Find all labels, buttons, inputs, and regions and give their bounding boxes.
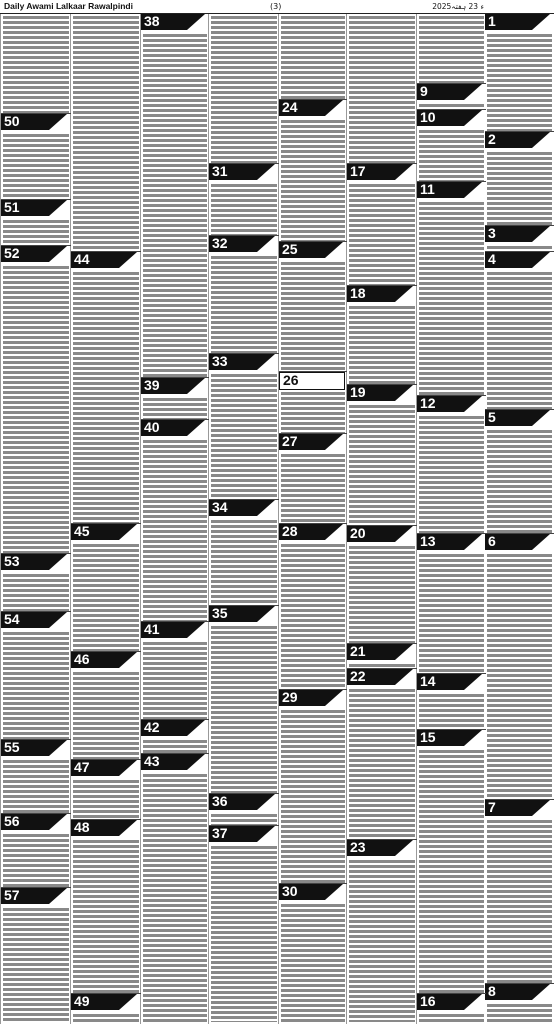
notice-number-tag bbox=[209, 164, 275, 180]
notice-number: 56 bbox=[4, 813, 20, 829]
tag-wedge-decoration bbox=[464, 534, 482, 550]
notice-number: 17 bbox=[350, 163, 366, 179]
notice-divider bbox=[71, 819, 141, 820]
notice-body-text bbox=[419, 750, 484, 993]
notice-body-text bbox=[349, 689, 415, 839]
notice-number: 54 bbox=[4, 611, 20, 627]
notice-number: 25 bbox=[282, 241, 298, 257]
notice-number-tag bbox=[1, 246, 67, 262]
notice-divider bbox=[141, 753, 209, 754]
notice-body-text bbox=[281, 904, 345, 1022]
notice-divider bbox=[1, 813, 71, 814]
notice-body-text bbox=[487, 820, 552, 983]
notice-divider bbox=[347, 163, 417, 164]
notice-number-tag bbox=[347, 669, 413, 685]
notice-body-text bbox=[3, 632, 69, 739]
notice-divider bbox=[1, 887, 71, 888]
tag-wedge-decoration bbox=[119, 252, 137, 268]
tag-wedge-decoration bbox=[532, 984, 550, 1000]
notice-body-text bbox=[281, 454, 345, 523]
notice-number-tag bbox=[1, 740, 67, 756]
notice-number-tag bbox=[279, 242, 343, 258]
notice-divider bbox=[417, 729, 486, 730]
notice-number-tag bbox=[485, 800, 550, 816]
notice-number: 21 bbox=[350, 643, 366, 659]
tag-wedge-decoration bbox=[532, 14, 550, 30]
notice-number-tag bbox=[71, 994, 137, 1010]
notice-body-text bbox=[349, 306, 415, 384]
notice-divider bbox=[279, 433, 347, 434]
notice-body-text bbox=[143, 740, 207, 753]
tag-wedge-decoration bbox=[257, 500, 275, 516]
notice-divider bbox=[279, 883, 347, 884]
notice-number: 53 bbox=[4, 553, 20, 569]
notice-body-text bbox=[349, 405, 415, 525]
notice-number-tag bbox=[1, 554, 67, 570]
notice-number: 5 bbox=[488, 409, 496, 425]
notice-number: 3 bbox=[488, 225, 496, 241]
tag-wedge-decoration bbox=[464, 674, 482, 690]
notice-number-tag bbox=[71, 252, 137, 268]
notice-number: 32 bbox=[212, 235, 228, 251]
notice-body-text bbox=[3, 16, 69, 113]
notice-body-text bbox=[487, 1004, 552, 1022]
notice-number: 12 bbox=[420, 395, 436, 411]
notice-divider bbox=[71, 651, 141, 652]
notice-number: 26 bbox=[283, 372, 299, 388]
notice-divider bbox=[141, 719, 209, 720]
tag-wedge-decoration bbox=[119, 994, 137, 1010]
notice-body-text bbox=[487, 554, 552, 799]
notice-number: 35 bbox=[212, 605, 228, 621]
notice-divider bbox=[417, 533, 486, 534]
column-col7 bbox=[70, 14, 141, 1024]
notice-number-tag bbox=[279, 434, 343, 450]
tag-wedge-decoration bbox=[119, 524, 137, 540]
notice-number: 13 bbox=[420, 533, 436, 549]
tag-wedge-decoration bbox=[464, 396, 482, 412]
notice-divider bbox=[141, 419, 209, 420]
notice-number-tag bbox=[1, 888, 67, 904]
notice-body-text bbox=[211, 520, 277, 605]
notice-number-tag bbox=[209, 236, 275, 252]
notice-body-text bbox=[281, 392, 345, 433]
notice-number-tag bbox=[485, 226, 550, 242]
notice-number-tag bbox=[485, 984, 550, 1000]
notice-body-text bbox=[73, 544, 139, 651]
notice-number: 28 bbox=[282, 523, 298, 539]
notice-number-tag bbox=[279, 884, 343, 900]
notice-number-tag bbox=[141, 754, 205, 770]
notice-number-tag bbox=[141, 720, 205, 736]
column-col8 bbox=[0, 14, 71, 1024]
notice-body-text bbox=[419, 1014, 484, 1022]
notice-body-text bbox=[281, 544, 345, 689]
column-col5 bbox=[208, 14, 279, 1024]
notice-body-text bbox=[349, 546, 415, 643]
notice-divider bbox=[485, 251, 554, 252]
notice-divider bbox=[141, 621, 209, 622]
tag-wedge-decoration bbox=[326, 373, 344, 389]
notice-number-tag bbox=[347, 526, 413, 542]
notice-divider bbox=[417, 395, 486, 396]
notice-body-text bbox=[3, 220, 69, 245]
notice-divider bbox=[279, 689, 347, 690]
tag-wedge-decoration bbox=[187, 378, 205, 394]
notice-number-tag bbox=[1, 200, 67, 216]
column-col2 bbox=[416, 14, 486, 1024]
notice-divider bbox=[347, 668, 417, 669]
tag-wedge-decoration bbox=[49, 612, 67, 628]
notice-body-text bbox=[487, 272, 552, 409]
notice-divider bbox=[1, 113, 71, 114]
notice-number-tag bbox=[71, 760, 137, 776]
notice-number: 55 bbox=[4, 739, 20, 755]
notice-number-tag bbox=[209, 354, 275, 370]
notice-body-text bbox=[281, 16, 345, 99]
notice-number: 7 bbox=[488, 799, 496, 815]
notice-body-text bbox=[419, 416, 484, 533]
notice-divider bbox=[279, 99, 347, 100]
tag-wedge-decoration bbox=[119, 652, 137, 668]
tag-wedge-decoration bbox=[395, 644, 413, 660]
notice-divider bbox=[71, 759, 141, 760]
notice-body-text bbox=[211, 374, 277, 499]
notice-number-tag bbox=[347, 286, 413, 302]
notice-divider bbox=[1, 245, 71, 246]
tag-wedge-decoration bbox=[464, 730, 482, 746]
notice-divider bbox=[209, 825, 279, 826]
notice-number: 29 bbox=[282, 689, 298, 705]
notice-number: 9 bbox=[420, 83, 428, 99]
tag-wedge-decoration bbox=[257, 826, 275, 842]
tag-wedge-decoration bbox=[187, 754, 205, 770]
notice-number-tag bbox=[279, 372, 345, 390]
tag-wedge-decoration bbox=[395, 286, 413, 302]
notice-number-tag bbox=[1, 612, 67, 628]
tag-wedge-decoration bbox=[464, 994, 482, 1010]
notice-body-text bbox=[211, 626, 277, 793]
notice-body-text bbox=[73, 1014, 139, 1022]
notice-divider bbox=[209, 235, 279, 236]
notice-divider bbox=[417, 181, 486, 182]
notice-body-text bbox=[211, 16, 277, 163]
notice-divider bbox=[417, 83, 486, 84]
notice-number: 48 bbox=[74, 819, 90, 835]
notice-divider bbox=[1, 199, 71, 200]
tag-wedge-decoration bbox=[49, 740, 67, 756]
tag-wedge-decoration bbox=[395, 526, 413, 542]
tag-wedge-decoration bbox=[49, 888, 67, 904]
tag-wedge-decoration bbox=[257, 354, 275, 370]
notice-number: 49 bbox=[74, 993, 90, 1009]
notice-divider bbox=[141, 377, 209, 378]
notice-number-tag bbox=[1, 814, 67, 830]
notice-number-tag bbox=[417, 674, 482, 690]
notice-number-tag bbox=[71, 524, 137, 540]
notice-number: 23 bbox=[350, 839, 366, 855]
notice-divider bbox=[279, 241, 347, 242]
notice-divider bbox=[209, 499, 279, 500]
notice-number-tag bbox=[485, 14, 550, 30]
tag-wedge-decoration bbox=[532, 226, 550, 242]
notice-divider bbox=[1, 553, 71, 554]
column-col1 bbox=[485, 14, 554, 1024]
tag-wedge-decoration bbox=[187, 720, 205, 736]
tag-wedge-decoration bbox=[257, 606, 275, 622]
notice-number: 2 bbox=[488, 131, 496, 147]
notice-number: 1 bbox=[488, 14, 496, 29]
notice-body-text bbox=[211, 256, 277, 353]
notice-divider bbox=[209, 353, 279, 354]
tag-wedge-decoration bbox=[395, 385, 413, 401]
notice-number: 20 bbox=[350, 525, 366, 541]
notice-body-text bbox=[419, 694, 484, 729]
masthead bbox=[0, 0, 554, 14]
notice-number-tag bbox=[417, 396, 482, 412]
notice-divider bbox=[1, 739, 71, 740]
notice-number: 18 bbox=[350, 285, 366, 301]
notice-body-text bbox=[211, 184, 277, 235]
notice-number-tag bbox=[279, 690, 343, 706]
notice-number-tag bbox=[417, 730, 482, 746]
notice-divider bbox=[485, 409, 554, 410]
notice-divider bbox=[417, 993, 486, 994]
notice-number-tag bbox=[141, 378, 205, 394]
notice-number: 41 bbox=[144, 621, 160, 637]
notice-number: 42 bbox=[144, 719, 160, 735]
tag-wedge-decoration bbox=[49, 200, 67, 216]
notice-divider bbox=[485, 225, 554, 226]
notice-number: 10 bbox=[420, 109, 436, 125]
notice-divider bbox=[417, 673, 486, 674]
notice-number: 22 bbox=[350, 668, 366, 684]
notice-body-text bbox=[419, 554, 484, 673]
notice-body-text bbox=[73, 272, 139, 523]
notice-body-text bbox=[419, 202, 484, 395]
tag-wedge-decoration bbox=[325, 524, 343, 540]
tag-wedge-decoration bbox=[325, 242, 343, 258]
notice-number: 27 bbox=[282, 433, 298, 449]
tag-wedge-decoration bbox=[49, 246, 67, 262]
notice-body-text bbox=[143, 34, 207, 377]
notice-number: 11 bbox=[420, 181, 435, 197]
notice-body-text bbox=[281, 710, 345, 883]
notice-body-text bbox=[143, 774, 207, 1022]
tag-wedge-decoration bbox=[119, 760, 137, 776]
notice-divider bbox=[417, 109, 486, 110]
tag-wedge-decoration bbox=[325, 884, 343, 900]
notice-number: 47 bbox=[74, 759, 90, 775]
notice-divider bbox=[209, 605, 279, 606]
tag-wedge-decoration bbox=[464, 182, 482, 198]
notice-number-tag bbox=[347, 164, 413, 180]
notice-number-tag bbox=[71, 652, 137, 668]
notice-body-text bbox=[3, 134, 69, 199]
notice-number-tag bbox=[417, 534, 482, 550]
notice-divider bbox=[209, 163, 279, 164]
notice-number: 33 bbox=[212, 353, 228, 369]
tag-wedge-decoration bbox=[325, 100, 343, 116]
tag-wedge-decoration bbox=[325, 690, 343, 706]
tag-wedge-decoration bbox=[395, 164, 413, 180]
notice-number-tag bbox=[417, 182, 482, 198]
notice-number: 15 bbox=[420, 729, 436, 745]
notice-body-text bbox=[73, 780, 139, 819]
tag-wedge-decoration bbox=[187, 14, 205, 30]
notice-number: 36 bbox=[212, 793, 228, 809]
notice-number-tag bbox=[347, 840, 413, 856]
notice-number-tag bbox=[485, 534, 550, 550]
notice-number: 57 bbox=[4, 887, 20, 903]
notice-divider bbox=[347, 643, 417, 644]
notice-body-text bbox=[143, 398, 207, 419]
notice-number: 31 bbox=[212, 163, 228, 179]
notice-body-text bbox=[73, 16, 139, 251]
notice-number: 38 bbox=[144, 14, 160, 29]
date-line: 2025ء 23 ہفتہ bbox=[432, 2, 484, 11]
notice-number-tag bbox=[485, 410, 550, 426]
tag-wedge-decoration bbox=[119, 820, 137, 836]
notice-number: 30 bbox=[282, 883, 298, 899]
notice-number: 6 bbox=[488, 533, 496, 549]
notice-body-text bbox=[3, 834, 69, 887]
notice-number: 16 bbox=[420, 993, 436, 1009]
tag-wedge-decoration bbox=[395, 669, 413, 685]
notice-divider bbox=[71, 251, 141, 252]
notice-body-text bbox=[143, 642, 207, 719]
notice-divider bbox=[485, 533, 554, 534]
notice-body-text bbox=[349, 860, 415, 1022]
column-col6 bbox=[140, 14, 209, 1024]
notice-number-tag bbox=[1, 114, 67, 130]
notice-number: 43 bbox=[144, 753, 160, 769]
notice-number-tag bbox=[279, 524, 343, 540]
notice-divider bbox=[347, 525, 417, 526]
notice-number-tag bbox=[141, 14, 205, 30]
notice-body-text bbox=[211, 846, 277, 1022]
notice-body-text bbox=[419, 16, 484, 83]
notice-body-text bbox=[211, 814, 277, 825]
tag-wedge-decoration bbox=[257, 794, 275, 810]
notice-divider bbox=[1, 611, 71, 612]
notice-number-tag bbox=[417, 110, 482, 126]
tag-wedge-decoration bbox=[532, 410, 550, 426]
tag-wedge-decoration bbox=[257, 236, 275, 252]
tag-wedge-decoration bbox=[257, 164, 275, 180]
page-number: (3) bbox=[270, 2, 282, 11]
notice-number-tag bbox=[71, 820, 137, 836]
notice-number-tag bbox=[485, 132, 550, 148]
notice-body-text bbox=[3, 908, 69, 1022]
notice-number-tag bbox=[347, 385, 413, 401]
tag-wedge-decoration bbox=[532, 534, 550, 550]
notice-number: 51 bbox=[4, 199, 20, 215]
notice-number: 39 bbox=[144, 377, 160, 393]
notice-number: 4 bbox=[488, 251, 496, 267]
notice-body-text bbox=[281, 120, 345, 241]
notice-number: 52 bbox=[4, 245, 20, 261]
tag-wedge-decoration bbox=[532, 252, 550, 268]
notice-number-tag bbox=[417, 994, 482, 1010]
notice-number: 44 bbox=[74, 251, 90, 267]
notice-number-tag bbox=[417, 84, 482, 100]
notice-number: 34 bbox=[212, 499, 228, 515]
tag-wedge-decoration bbox=[464, 110, 482, 126]
tag-wedge-decoration bbox=[532, 800, 550, 816]
tag-wedge-decoration bbox=[187, 622, 205, 638]
notice-divider bbox=[485, 799, 554, 800]
notice-divider bbox=[485, 131, 554, 132]
notice-number-tag bbox=[141, 420, 205, 436]
tag-wedge-decoration bbox=[49, 554, 67, 570]
tag-wedge-decoration bbox=[187, 420, 205, 436]
notice-number: 46 bbox=[74, 651, 90, 667]
notice-body-text bbox=[143, 440, 207, 621]
notice-divider bbox=[279, 371, 347, 372]
notice-number-tag bbox=[209, 500, 275, 516]
notice-body-text bbox=[73, 672, 139, 759]
notice-number-tag bbox=[209, 606, 275, 622]
notice-number: 40 bbox=[144, 419, 160, 435]
notice-divider bbox=[279, 523, 347, 524]
notice-number: 24 bbox=[282, 99, 298, 115]
notice-body-text bbox=[281, 262, 345, 371]
tag-wedge-decoration bbox=[49, 114, 67, 130]
notice-number: 37 bbox=[212, 825, 228, 841]
notice-number-tag bbox=[209, 826, 275, 842]
column-col4 bbox=[278, 14, 347, 1024]
notice-body-text bbox=[349, 184, 415, 285]
tag-wedge-decoration bbox=[49, 814, 67, 830]
notice-body-text bbox=[487, 430, 552, 533]
notice-number-tag bbox=[209, 794, 275, 810]
tag-wedge-decoration bbox=[395, 840, 413, 856]
notice-number: 19 bbox=[350, 384, 366, 400]
notice-divider bbox=[485, 983, 554, 984]
notice-divider bbox=[71, 523, 141, 524]
notice-body-text bbox=[349, 16, 415, 163]
column-col3 bbox=[346, 14, 417, 1024]
notice-divider bbox=[347, 384, 417, 385]
notice-number-tag bbox=[141, 622, 205, 638]
notice-divider bbox=[347, 839, 417, 840]
notice-number: 8 bbox=[488, 983, 496, 999]
notice-number: 45 bbox=[74, 523, 90, 539]
notice-body-text bbox=[3, 760, 69, 813]
notice-body-text bbox=[487, 152, 552, 225]
notice-divider bbox=[209, 793, 279, 794]
notice-number: 14 bbox=[420, 673, 436, 689]
notice-body-text bbox=[73, 840, 139, 993]
notice-number-tag bbox=[485, 252, 550, 268]
notice-number: 50 bbox=[4, 113, 20, 129]
notice-body-text bbox=[3, 574, 69, 611]
tag-wedge-decoration bbox=[325, 434, 343, 450]
notice-body-text bbox=[419, 130, 484, 181]
tag-wedge-decoration bbox=[464, 84, 482, 100]
notice-number-tag bbox=[279, 100, 343, 116]
notice-body-text bbox=[3, 266, 69, 553]
notice-body-text bbox=[487, 34, 552, 131]
notice-number-tag bbox=[347, 644, 413, 660]
notice-divider bbox=[71, 993, 141, 994]
tag-wedge-decoration bbox=[532, 132, 550, 148]
notice-divider bbox=[347, 285, 417, 286]
paper-name: Daily Awami Lalkaar Rawalpindi bbox=[4, 1, 133, 11]
